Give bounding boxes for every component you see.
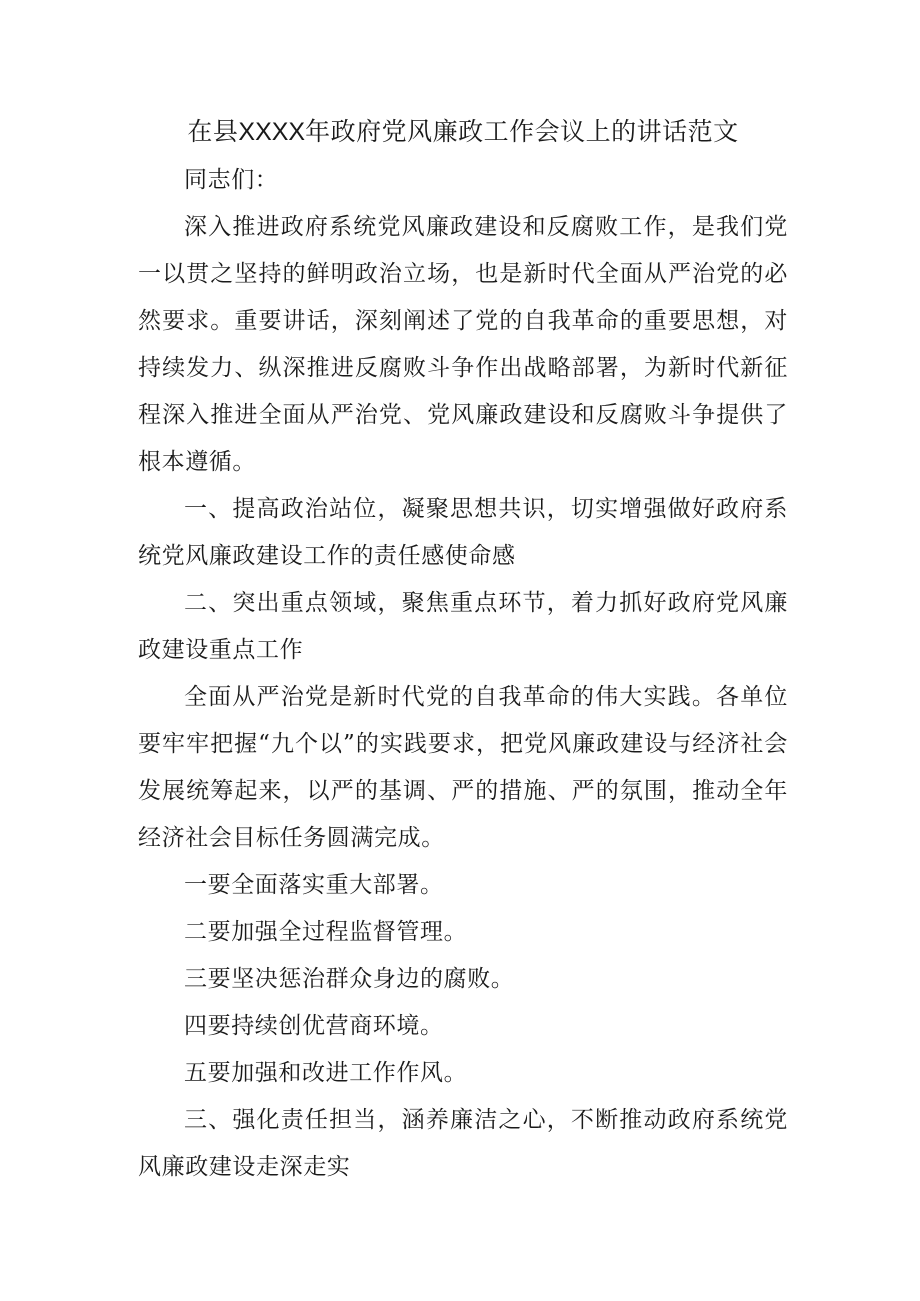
- section-heading-3: 三、强化责任担当，涵养廉洁之心，不断推动政府系统党风廉政建设走深走实: [138, 1107, 788, 1180]
- list-item-1: 一要全面落实重大部署。: [184, 872, 444, 898]
- greeting: 同志们：: [184, 167, 279, 193]
- paragraph-practice: 全面从严治党是新时代党的自我革命的伟大实践。各单位要牢牢把握“九个以”的实践要求，把党风廉政建设与经济社会发展统筹起来，以严的基调、严的措施、严的氛围，推动全年经济社会目标任务圆满完成。: [138, 684, 788, 851]
- section-heading-2: 二、突出重点领域，聚焦重点环节，着力抓好政府党风廉政建设重点工作: [138, 590, 788, 663]
- document-title: [138, 112, 788, 152]
- document-body: [138, 112, 788, 1191]
- title-placeholder-year: XXXX: [238, 118, 306, 146]
- title-prefix: 在县: [187, 117, 239, 146]
- list-item-2: 二要加强全过程监督管理。: [184, 919, 468, 945]
- title-suffix: 年政府党风廉政工作会议上的讲话范文: [305, 117, 739, 146]
- paragraph-intro: 深入推进政府系统党风廉政建设和反腐败工作，是我们党一以贯之坚持的鲜明政治立场，也是新时代全面从严治党的必然要求。重要讲话，深刻阐述了党的自我革命的重要思想，对持续发力、纵深推进反腐败斗争作出战略部署，为新时代新征程深入推进全面从严治党、党风廉政建设和反腐败斗争提供了根本遵循。: [138, 214, 788, 475]
- list-item-3: 三要坚决惩治群众身边的腐败。: [184, 966, 515, 992]
- list-item-5: 五要加强和改进工作作风。: [184, 1060, 468, 1086]
- section-heading-1: 一、提高政治站位，凝聚思想共识，切实增强做好政府系统党风廉政建设工作的责任感使命感: [138, 496, 788, 569]
- list-item-4: 四要持续创优营商环境。: [184, 1013, 444, 1039]
